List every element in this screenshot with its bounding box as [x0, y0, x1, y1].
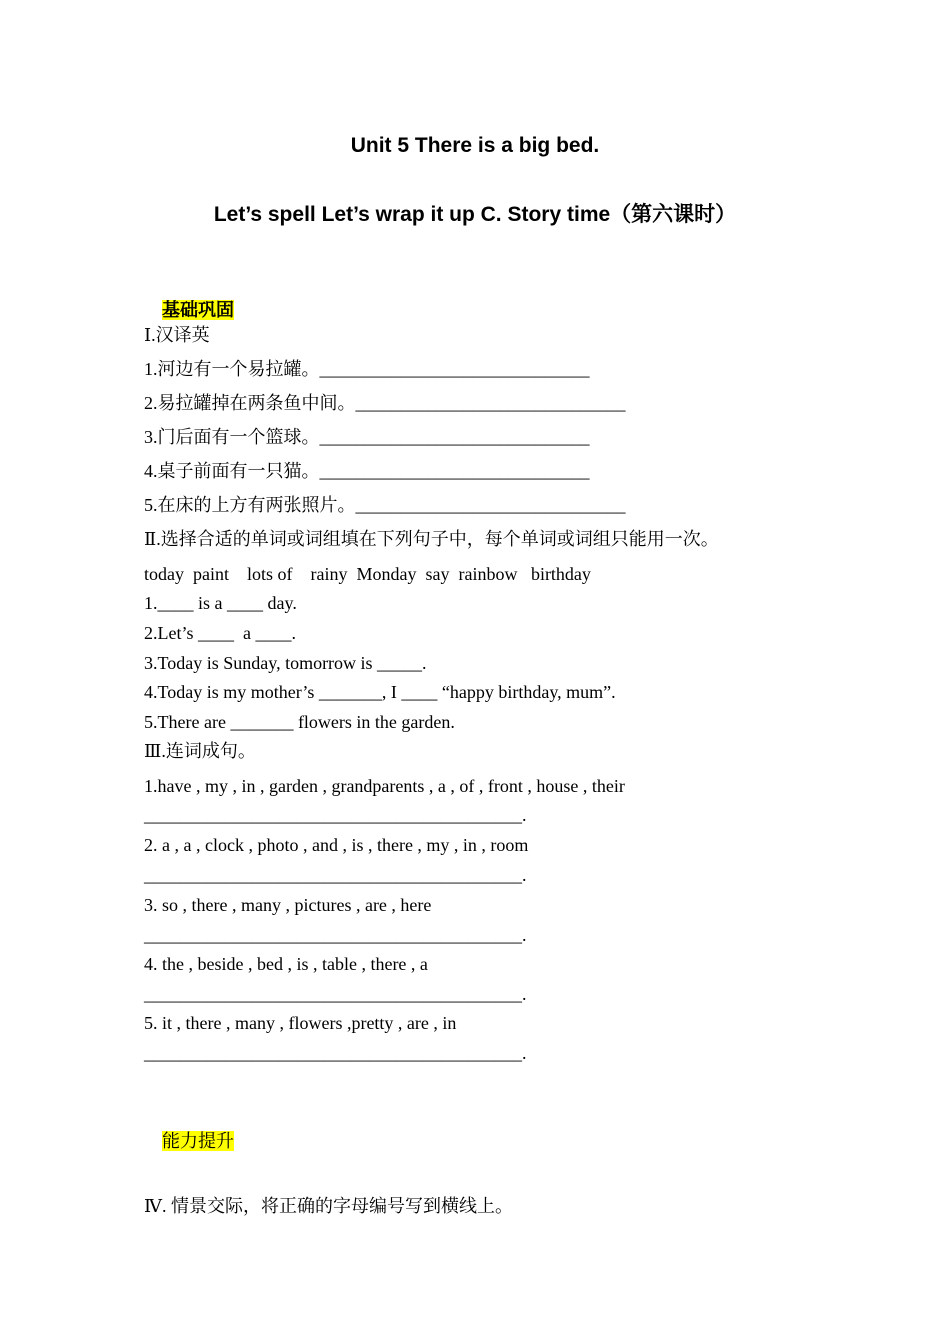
part2-item: 5.There are _______ flowers in the garden. [144, 712, 455, 732]
part2-item: 3.Today is Sunday, tomorrow is _____. [144, 653, 427, 673]
part2-item: 4.Today is my mother’s _______, I ____ “happy birthday, mum”. [144, 682, 616, 702]
part1-item: 1.河边有一个易拉罐。______________________________ [144, 359, 590, 379]
part1-item: 4.桌子前面有一只猫。______________________________ [144, 461, 590, 481]
part4-heading: Ⅳ. 情景交际，将正确的字母编号写到横线上。 [144, 1196, 513, 1216]
document-subtitle: Let’s spell Let’s wrap it up C. Story time（第六课时） [213, 203, 737, 226]
word-bank: today paint lots of rainy Monday say rainbow birthday [144, 564, 591, 584]
part3-answer-line: __________________________________________. [144, 984, 527, 1004]
part1-item: 3.门后面有一个篮球。______________________________ [144, 427, 590, 447]
document-title: Unit 5 There is a big bed. [350, 134, 600, 157]
part3-words: 3. so , there , many , pictures , are , here [144, 895, 432, 915]
part3-words: 4. the , beside , bed , is , table , there , a [144, 954, 428, 974]
part1-heading: Ⅰ.汉译英 [144, 325, 210, 345]
part3-words: 2. a , a , clock , photo , and , is , there , my , in , room [144, 835, 529, 855]
part3-answer-line: __________________________________________. [144, 925, 527, 945]
part3-answer-line: __________________________________________. [144, 1043, 527, 1063]
part1-item: 2.易拉罐掉在两条鱼中间。______________________________ [144, 393, 626, 413]
part2-item: 1.____ is a ____ day. [144, 593, 297, 613]
section-heading-basic: 基础巩固 [162, 300, 234, 320]
part3-words: 5. it , there , many , flowers ,pretty , are , in [144, 1013, 457, 1033]
part1-item: 5.在床的上方有两张照片。______________________________ [144, 495, 626, 515]
part3-answer-line: __________________________________________. [144, 865, 527, 885]
part2-item: 2.Let’s ____ a ____. [144, 623, 296, 643]
part3-heading: Ⅲ.连词成句。 [144, 741, 256, 761]
part2-heading: Ⅱ.选择合适的单词或词组填在下列句子中，每个单词或词组只能用一次。 [144, 529, 719, 549]
part3-answer-line: __________________________________________. [144, 805, 527, 825]
part3-words: 1.have , my , in , garden , grandparents , a , of , front , house , their [144, 776, 625, 796]
section-heading-advanced: 能力提升 [162, 1131, 234, 1151]
